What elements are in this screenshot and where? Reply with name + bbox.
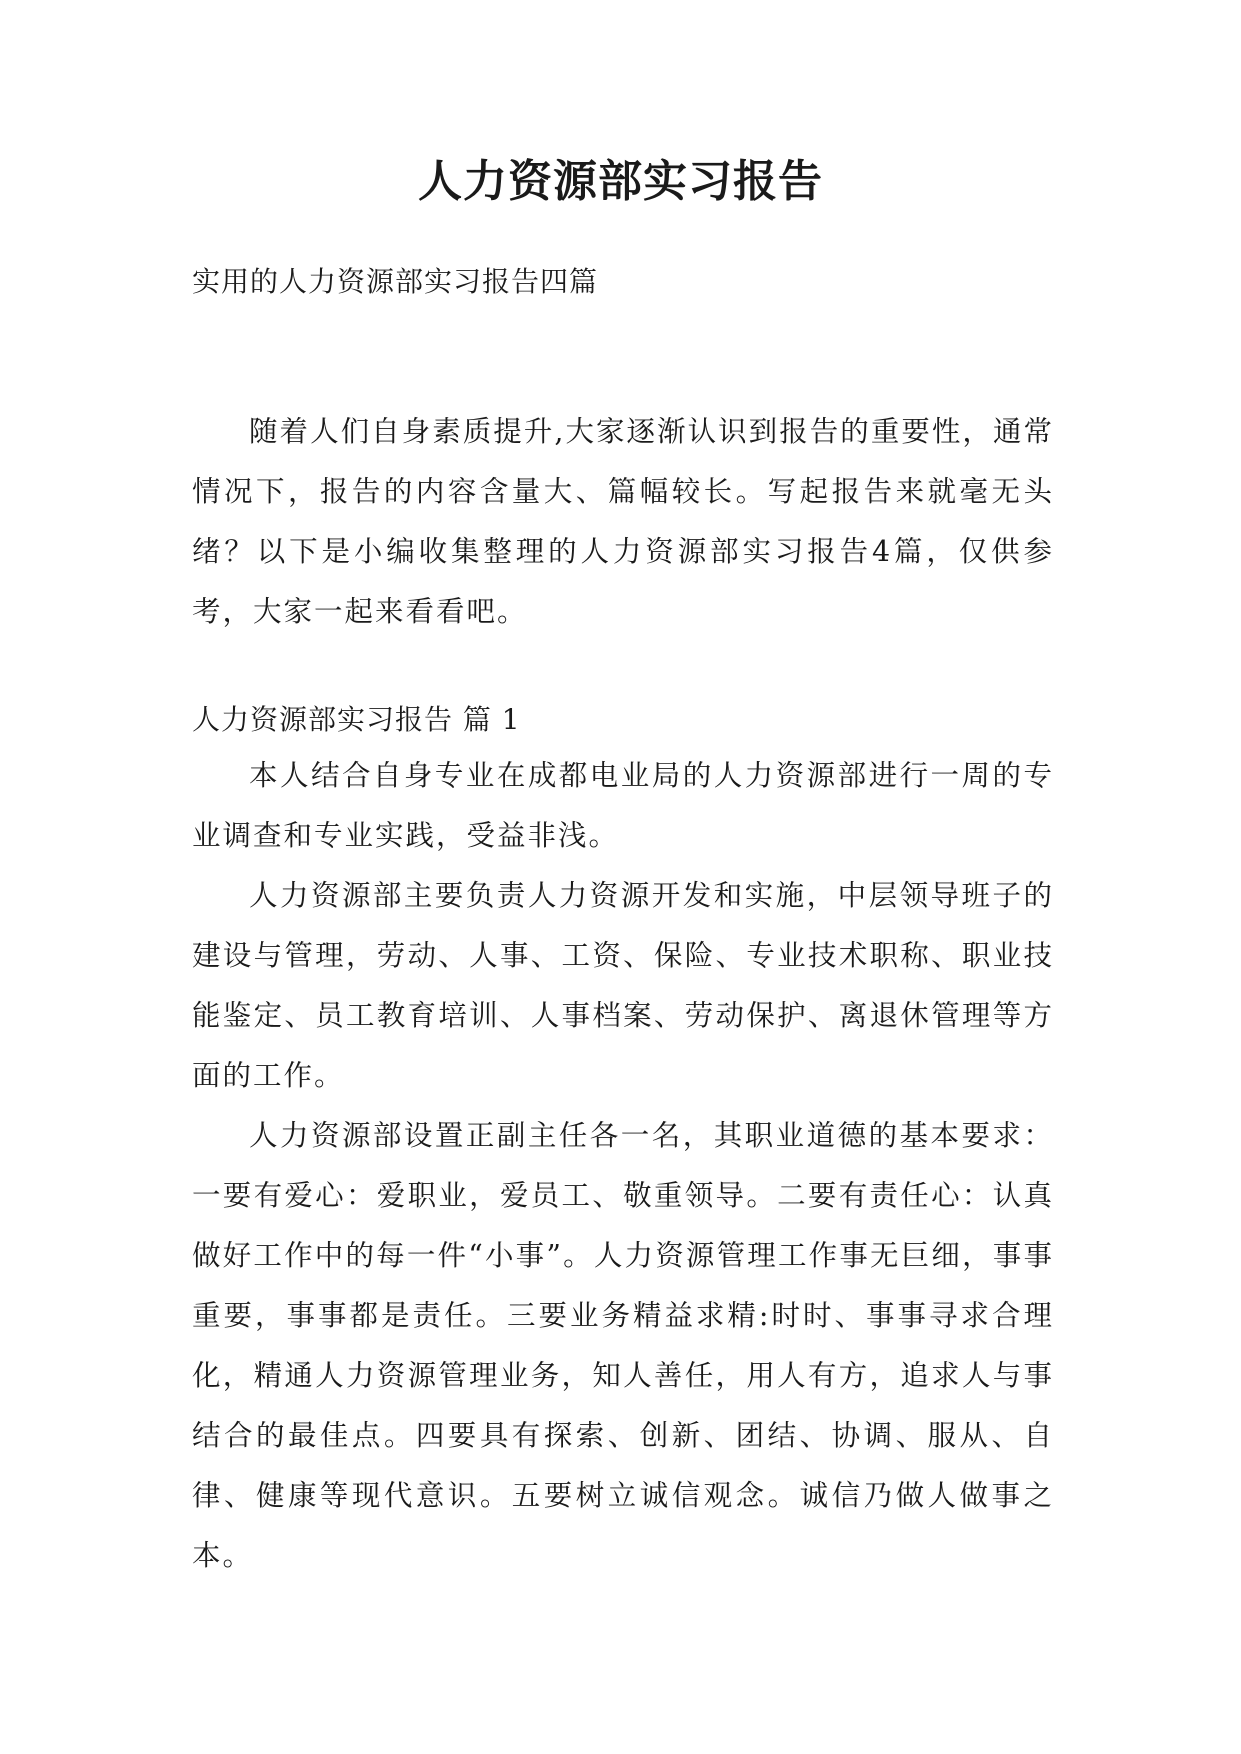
document-subtitle: 实用的人力资源部实习报告四篇	[192, 265, 599, 298]
body-paragraph-3: 人力资源部设置正副主任各一名，其职业道德的基本要求： 一要有爱心：爱职业，爱员工、敬重领导。二要有责任心：认真做好工作中的每一件“小事”。人力资源管理工作事无巨细，事事重要，事事都是责任。三要业务精益求精:时时、事事寻求合理化，精通人力资源管理业务，知人善任，用人有方，追求人与事结合的最佳点。四要具有探索、创新、团结、协调、服从、自律、健康等现代意识。五要树立诚信观念。诚信乃做人做事之本。	[192, 1119, 1054, 1572]
body-paragraph-1: 本人结合自身专业在成都电业局的人力资源部进行一周的专业调查和专业实践，受益非浅。	[192, 759, 1054, 852]
intro-paragraph: 随着人们自身素质提升,大家逐渐认识到报告的重要性，通常情况下，报告的内容含量大、篇幅较长。写起报告来就毫无头绪？以下是小编收集整理的人力资源部实习报告4篇，仅供参考，大家一起来看看吧。	[192, 415, 1054, 628]
document-title: 人力资源部实习报告	[418, 156, 823, 207]
body-paragraph-2: 人力资源部主要负责人力资源开发和实施，中层领导班子的建设与管理，劳动、人事、工资、保险、专业技术职称、职业技能鉴定、员工教育培训、人事档案、劳动保护、离退休管理等方面的工作。	[192, 879, 1054, 1092]
section-heading: 人力资源部实习报告 篇 1	[192, 703, 521, 736]
